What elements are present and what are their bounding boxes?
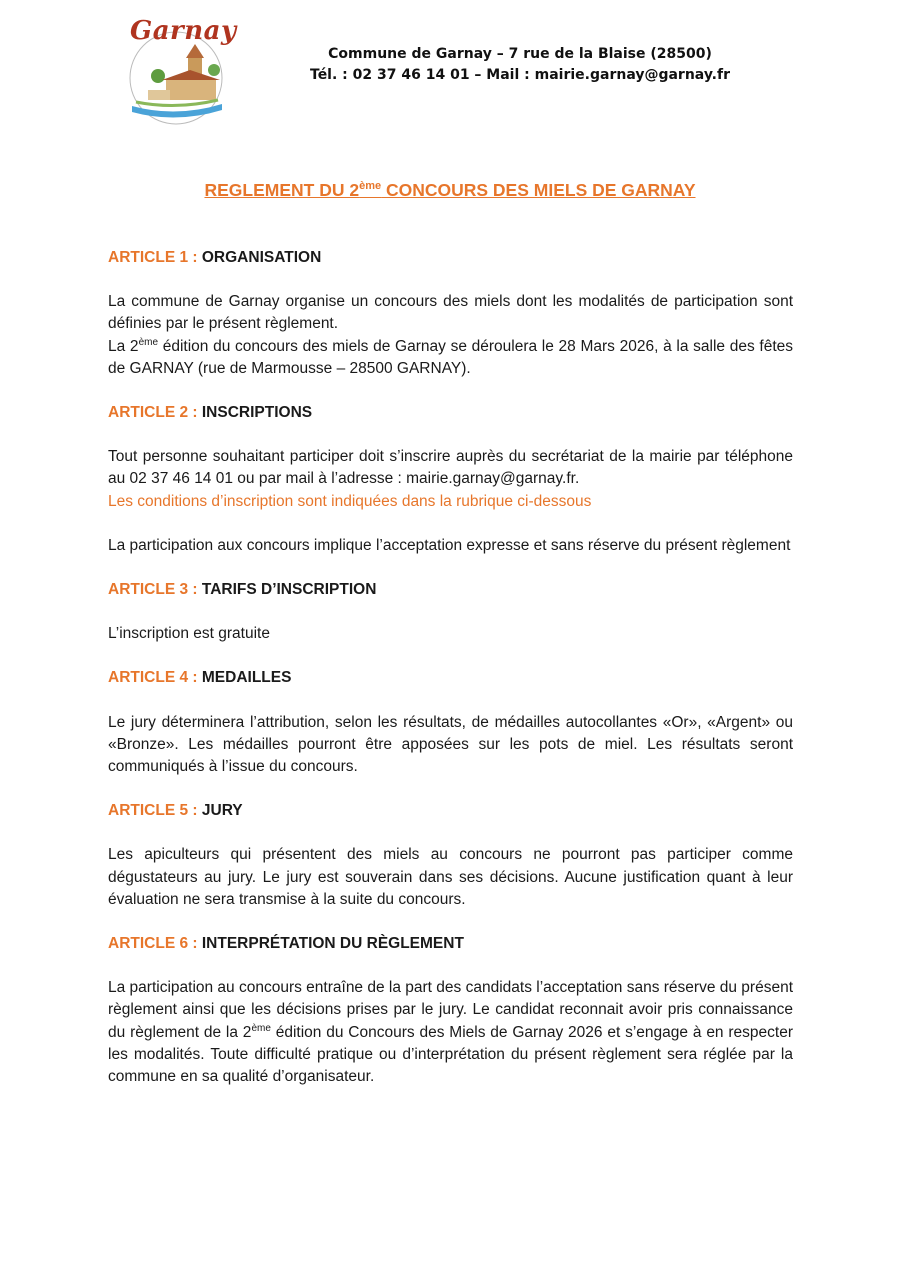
article-number: ARTICLE 4 : — [108, 669, 198, 687]
article-6-paragraph — [108, 977, 793, 1088]
article-number: ARTICLE 2 : — [108, 404, 198, 422]
article-4-heading — [108, 667, 793, 689]
garnay-logo — [118, 14, 236, 126]
text-part: La participation au concours entraîne de la part des candidats l’acceptation sans réserve du présent règlement ainsi que les décisions prises par le jury. Le candidat reconnait avoir pris connaissance du règlement de la 2 — [108, 979, 794, 1041]
article-2-paragraph-2: La participation aux concours implique l’acceptation expresse et sans réserve du présent règlement — [108, 536, 791, 554]
text-part: édition du concours des miels de Garnay se déroulera le 28 Mars 2026, à la salle des fêtes de GARNAY (rue de Marmousse – 28500 GARNAY). — [108, 337, 794, 377]
title-text-end: CONCOURS DES MIELS DE GARNAY — [381, 180, 696, 200]
text-part: édition du Concours des Miels de Garnay 2026 et s’engage à en respecter les modalités. Toute difficulté pratique ou d’interprétation du présent règlement sera réglée par la commune en sa qualité d’organisateur. — [108, 1023, 793, 1086]
article-2-paragraph-1: Tout personne souhaitant participer doit s’inscrire auprès du secrétariat de la mairie par téléphone au 02 37 46 14 01 ou par mail à l’adresse : mairie.garnay@garnay.fr. — [108, 448, 793, 488]
letterhead — [240, 44, 800, 86]
title-text-start: REGLEMENT DU 2 — [204, 180, 360, 200]
article-6-heading — [108, 933, 793, 955]
article-number: ARTICLE 3 : — [108, 581, 198, 599]
article-title: JURY — [201, 802, 243, 820]
article-1-paragraph-2 — [108, 336, 793, 380]
article-3-heading — [108, 579, 793, 601]
rules-body — [108, 247, 793, 1110]
superscript: ème — [251, 1022, 271, 1034]
contact-line: Tél. : 02 37 46 14 01 – Mail : mairie.garnay@garnay.fr — [310, 67, 730, 83]
article-1-body — [108, 291, 793, 380]
article-title: ORGANISATION — [201, 249, 322, 266]
text-part: La 2 — [108, 337, 139, 355]
page-title — [0, 180, 900, 201]
article-1-heading — [108, 247, 793, 269]
superscript: ème — [138, 336, 159, 348]
article-1-paragraph-1: La commune de Garnay organise un concours des miels dont les modalités de participation sont définies par le présent règlement. — [108, 293, 793, 333]
article-title: TARIFS D’INSCRIPTION — [201, 581, 377, 599]
article-2-body — [108, 446, 793, 513]
title-superscript: ème — [359, 180, 382, 193]
article-number: ARTICLE 1 : — [108, 249, 198, 266]
article-2-heading — [108, 402, 793, 424]
logo-text: Garnay — [130, 16, 237, 46]
article-number: ARTICLE 6 : — [108, 935, 198, 953]
article-2-note: Les conditions d’inscription sont indiquées dans la rubrique ci-dessous — [108, 492, 592, 510]
article-4-paragraph: Le jury déterminera l’attribution, selon les résultats, de médailles autocollantes «Or», «Argent» ou «Bronze». Les médailles pourront être apposées sur les pots de miel. Les résultats seront communiqués à l’issue du concours. — [108, 713, 793, 776]
address-line: Commune de Garnay – 7 rue de la Blaise (28500) — [328, 46, 712, 62]
article-5-paragraph: Les apiculteurs qui présentent des miels au concours ne pourront pas participer comme dégustateurs au jury. Le jury est souverain dans ses décisions. Aucune justification quant à leur évaluation ne sera transmise à la suite du concours. — [108, 846, 793, 908]
article-title: MEDAILLES — [201, 669, 292, 687]
article-3-paragraph: L’inscription est gratuite — [108, 625, 270, 643]
article-title: INTERPRÉTATION DU RÈGLEMENT — [201, 935, 464, 953]
article-5-heading — [108, 800, 793, 822]
article-title: INSCRIPTIONS — [201, 404, 313, 422]
article-number: ARTICLE 5 : — [108, 802, 198, 820]
